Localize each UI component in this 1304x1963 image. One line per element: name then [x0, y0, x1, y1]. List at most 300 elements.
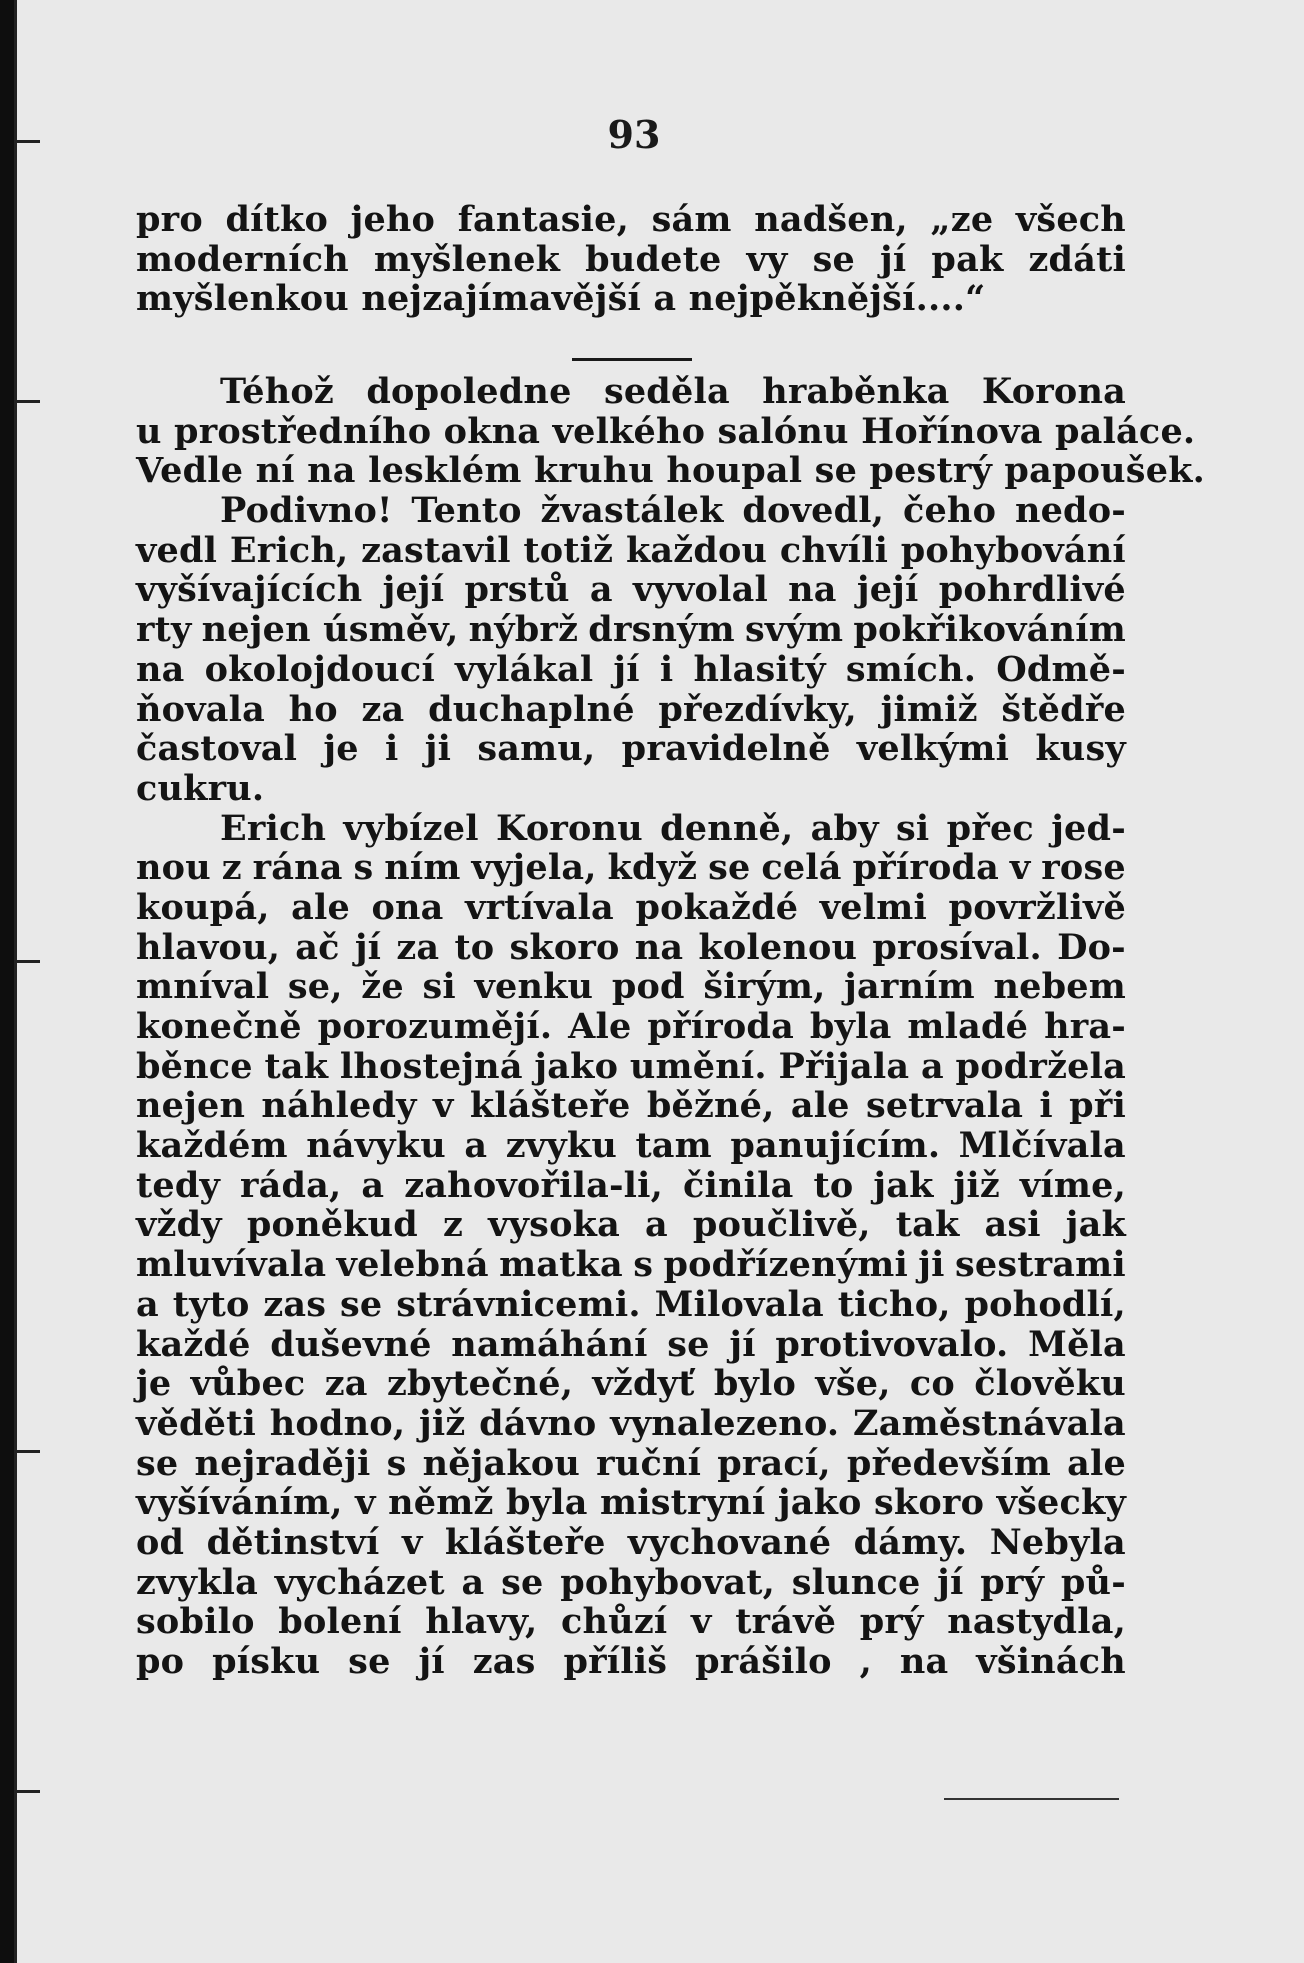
word: si	[895, 807, 930, 849]
word: častoval	[136, 728, 298, 770]
word: ale	[790, 1085, 850, 1127]
word: vylákal	[455, 648, 594, 690]
word: nějakou	[422, 1442, 581, 1484]
word: duševné	[270, 1323, 432, 1365]
word: fantasie,	[457, 199, 629, 240]
word: člověku	[974, 1363, 1126, 1405]
word: ruční	[596, 1442, 702, 1484]
word: vybízel	[343, 807, 479, 849]
word: Zaměstnávala	[853, 1402, 1126, 1444]
text-line	[136, 1086, 1126, 1126]
text-line	[136, 690, 1126, 730]
word: si	[422, 966, 456, 1008]
word: jako	[534, 1045, 619, 1087]
edge-tick	[14, 400, 40, 403]
text-line	[136, 1523, 1126, 1563]
word: dámy.	[853, 1521, 968, 1563]
word: je	[136, 1363, 172, 1405]
word: i	[659, 648, 674, 690]
word: ním	[384, 847, 461, 889]
word: nejen	[136, 1085, 246, 1127]
text-line	[136, 809, 1126, 849]
word: a	[645, 1204, 668, 1246]
word: seděla	[603, 371, 730, 412]
word: širým,	[703, 966, 826, 1008]
word: se	[812, 238, 855, 280]
word: běžné,	[646, 1085, 775, 1127]
word: jed-	[1051, 807, 1126, 849]
section-divider	[572, 358, 692, 361]
word: již	[418, 1402, 466, 1444]
word: povržlivě	[948, 886, 1126, 928]
edge-tick	[14, 1790, 40, 1793]
word: duchaplné	[428, 688, 635, 730]
word: Korona	[981, 371, 1126, 412]
word: denně,	[660, 807, 794, 849]
word: ho	[288, 688, 338, 730]
text-line	[136, 491, 1126, 531]
word: a	[920, 1045, 944, 1087]
word: ji	[424, 728, 452, 770]
word: s	[353, 847, 374, 889]
word: zvykla	[136, 1561, 258, 1603]
word: mluvívala	[136, 1244, 327, 1286]
word: nýbrž	[468, 609, 579, 651]
text-line	[136, 372, 1126, 412]
text-line	[136, 531, 1126, 571]
word: bylo	[713, 1363, 797, 1405]
word: kolenou	[698, 926, 858, 968]
word: na	[788, 569, 837, 611]
word: chůzí	[561, 1601, 668, 1643]
word: běnce	[136, 1045, 253, 1087]
word: to	[813, 1164, 854, 1206]
text-line	[136, 1245, 1126, 1285]
word: Koronu	[495, 807, 643, 849]
text-line	[136, 1602, 1126, 1642]
word: bolení	[278, 1601, 402, 1643]
word: vynalezeno.	[610, 1402, 840, 1444]
word: namáhání	[451, 1323, 648, 1365]
word: hraběnka	[762, 371, 950, 412]
word: se	[136, 1442, 179, 1484]
word: u prostředního okna velkého salónu Hořínova paláce.	[136, 410, 1196, 452]
word: zdáti	[1028, 238, 1126, 280]
word: písku	[212, 1641, 321, 1682]
word: velebná	[336, 1244, 489, 1286]
word: Přijala	[778, 1045, 910, 1087]
word: Erich	[220, 807, 327, 849]
word: pohybování	[900, 529, 1126, 571]
text-line	[136, 1563, 1126, 1603]
footer-underline	[944, 1798, 1119, 1800]
text-line	[136, 610, 1126, 650]
word: v	[1009, 847, 1031, 889]
word: trávě	[735, 1601, 837, 1643]
word: mníval	[136, 966, 270, 1008]
word: samu,	[477, 728, 596, 770]
text-line	[136, 279, 1126, 319]
word: po	[136, 1641, 185, 1682]
word: byla	[506, 1482, 588, 1524]
word: aby	[810, 807, 879, 849]
text-line	[136, 1404, 1126, 1444]
word: na	[136, 648, 185, 690]
word: klášteře	[444, 1521, 606, 1563]
word: a	[361, 1164, 385, 1206]
word: jimiž	[880, 688, 978, 730]
word: mladé	[907, 1006, 1029, 1047]
word: v	[691, 1601, 712, 1643]
word: protivovalo.	[775, 1323, 1009, 1365]
word: a	[464, 1125, 488, 1167]
word: všecky	[996, 1482, 1126, 1524]
word: pohodlí,	[964, 1283, 1126, 1325]
word: slunce	[791, 1561, 921, 1603]
word: „ze	[930, 199, 994, 240]
word: Erich,	[229, 529, 349, 571]
text-line	[136, 729, 1126, 769]
text-line	[136, 1325, 1126, 1365]
word: totiž	[523, 529, 614, 571]
word: v	[355, 1482, 376, 1524]
word: rána	[252, 847, 343, 889]
word: mistryní	[600, 1482, 766, 1524]
word: panujícím.	[730, 1125, 941, 1167]
scan-border	[0, 0, 14, 1963]
word: jí	[418, 1641, 445, 1682]
word: víme,	[1019, 1164, 1126, 1206]
word: pokřikováním	[853, 609, 1126, 651]
word: Měla	[1028, 1323, 1126, 1365]
word: celá	[761, 847, 842, 889]
word: tak	[264, 1045, 329, 1087]
word: ona	[371, 886, 444, 928]
word: a	[589, 569, 613, 611]
word: Tento	[411, 490, 522, 532]
word: pravidelně	[621, 728, 831, 770]
word: vůbec	[190, 1363, 306, 1405]
word: pohybovat,	[560, 1561, 776, 1603]
text-line	[136, 650, 1126, 690]
word: podržela	[955, 1045, 1126, 1087]
word: ale	[291, 886, 350, 928]
word: všech	[1015, 199, 1126, 240]
word: hlavou,	[136, 926, 281, 968]
word: jí	[354, 926, 382, 968]
word: vyvolal	[632, 569, 768, 611]
word: pokaždé	[635, 886, 799, 928]
word: Téhož	[220, 371, 334, 412]
word: jarním	[844, 966, 975, 1008]
word: se,	[287, 966, 343, 1008]
word: sám	[651, 199, 732, 240]
word: Milovala	[654, 1283, 824, 1325]
text-line	[136, 570, 1126, 610]
word: tak	[895, 1204, 960, 1246]
word: Nebyla	[989, 1521, 1126, 1563]
word: z	[221, 847, 242, 889]
word: pak	[931, 238, 1004, 280]
page-edge-line	[14, 0, 17, 1963]
word: strávnicemi.	[396, 1283, 641, 1325]
word: každou	[625, 529, 768, 571]
word: každé	[136, 1323, 251, 1365]
word: zahovořila-li,	[404, 1164, 664, 1206]
word: prací,	[717, 1442, 831, 1484]
word: pro	[136, 199, 203, 240]
word: matka	[499, 1244, 623, 1286]
word: prý	[859, 1601, 924, 1643]
word: vycházet	[274, 1561, 445, 1603]
word: jako	[777, 1482, 862, 1524]
word: rose	[1041, 847, 1126, 889]
word: velmi	[819, 886, 927, 928]
word: příliš	[563, 1641, 668, 1682]
word: při	[1069, 1085, 1126, 1127]
word: se	[708, 847, 751, 889]
word: dopoledne	[366, 371, 572, 412]
book-page	[14, 0, 1304, 1963]
word: všinách	[976, 1641, 1126, 1682]
text-line	[136, 1126, 1126, 1166]
text-line	[136, 1642, 1126, 1682]
word: Odmě-	[996, 648, 1126, 690]
word: dítko	[225, 199, 328, 240]
text-line	[136, 769, 1126, 809]
word: ,	[859, 1641, 872, 1682]
word: za	[324, 1363, 368, 1405]
word: vedl	[136, 529, 218, 571]
word: se	[348, 1641, 391, 1682]
word: vyjela,	[471, 847, 597, 889]
text-line	[136, 1364, 1126, 1404]
word: smích.	[845, 648, 977, 690]
word: ráda,	[239, 1164, 342, 1206]
word: a	[136, 1283, 159, 1325]
word: každém	[136, 1125, 288, 1167]
word: sobilo	[136, 1601, 255, 1643]
word: nou	[136, 847, 211, 889]
word: hlavy,	[425, 1601, 538, 1643]
word: prstů	[464, 569, 570, 611]
word: náhledy	[261, 1085, 417, 1127]
word: se	[340, 1283, 383, 1325]
word: vy	[746, 238, 788, 280]
word: s	[386, 1442, 407, 1484]
word: svým	[745, 609, 844, 651]
edge-tick	[14, 1450, 40, 1453]
word: Do-	[1057, 926, 1126, 968]
text-line	[136, 1285, 1126, 1325]
word: je	[323, 728, 359, 770]
word: Ale	[568, 1006, 632, 1047]
word: dovedl,	[742, 490, 885, 532]
word: chvíli	[779, 529, 889, 571]
word: jeho	[350, 199, 436, 240]
word: přezdívky,	[658, 688, 857, 730]
word: příroda	[852, 847, 1000, 889]
word: návyku	[306, 1125, 446, 1167]
paragraph-continuation	[136, 200, 1126, 319]
word: jak	[1065, 1204, 1126, 1246]
text-line	[136, 1007, 1126, 1047]
word: s	[633, 1244, 654, 1286]
word: nastydla,	[947, 1601, 1126, 1643]
word: prý	[980, 1561, 1045, 1603]
word: zas	[472, 1641, 536, 1682]
text-line	[136, 1166, 1126, 1206]
word: vždyť	[592, 1363, 695, 1405]
word: když	[607, 847, 698, 889]
word: jí	[937, 1561, 964, 1603]
word: jí	[880, 238, 907, 280]
paragraph-section	[136, 371, 1206, 1682]
word: ji	[918, 1244, 945, 1286]
word: dávno	[479, 1402, 597, 1444]
word: Mlčívala	[958, 1125, 1126, 1167]
word: věděti	[136, 1402, 257, 1444]
word: zvyku	[505, 1125, 617, 1167]
word: nejraději	[194, 1442, 371, 1484]
word: prášilo	[695, 1641, 832, 1682]
word: vždy	[136, 1204, 222, 1246]
word: již	[953, 1164, 1000, 1206]
text-line	[136, 200, 1126, 240]
word: vysoka	[488, 1204, 620, 1246]
text-line	[136, 450, 1206, 492]
text-line	[136, 1205, 1126, 1245]
word: drsným	[588, 609, 735, 651]
word: poučlivě,	[692, 1204, 871, 1246]
word: na	[634, 926, 684, 968]
word: ač	[295, 926, 340, 968]
word: to	[454, 926, 495, 968]
word: podřízenými	[663, 1244, 908, 1286]
word: Vedle ní na lesklém kruhu houpal se pestrý papoušek.	[136, 450, 1206, 492]
word: štědře	[1001, 688, 1126, 730]
word: činila	[683, 1164, 794, 1206]
word: čeho	[902, 490, 997, 532]
word: byla	[809, 1006, 892, 1047]
word: prosíval.	[872, 926, 1042, 968]
word: rty	[136, 609, 192, 651]
word: skoro	[509, 926, 620, 968]
word: tedy	[136, 1164, 221, 1206]
word: z	[443, 1204, 464, 1246]
word: jí	[729, 1323, 756, 1365]
word: cukru.	[136, 767, 265, 809]
word: že	[361, 966, 404, 1008]
word: příroda	[647, 1006, 794, 1047]
word: venku	[474, 966, 594, 1008]
word: ale	[1067, 1442, 1126, 1484]
word: pod	[611, 966, 685, 1008]
word: vychované	[627, 1521, 832, 1563]
word: její	[382, 569, 445, 611]
text-line	[136, 240, 1126, 280]
word: vyšíváním,	[136, 1482, 343, 1524]
edge-tick	[14, 960, 40, 963]
word: myšlenkou nejzajímavější a nejpěknější....“	[136, 278, 986, 320]
word: nebem	[993, 966, 1126, 1008]
word: setrvala	[865, 1085, 1024, 1127]
word: sestrami	[955, 1244, 1126, 1286]
word: jí	[613, 648, 640, 690]
word: velkými	[856, 728, 1010, 770]
word: moderních	[136, 238, 349, 280]
word: v	[401, 1521, 423, 1563]
word: za	[396, 926, 440, 968]
word: ňovala	[136, 688, 265, 730]
word: němž	[388, 1482, 494, 1524]
text-line	[136, 1444, 1126, 1484]
word: za	[361, 688, 405, 730]
word: porozumějí.	[317, 1006, 553, 1047]
word: umění.	[629, 1045, 767, 1087]
word: tyto	[172, 1283, 250, 1325]
text-line	[136, 928, 1126, 968]
word: konečně	[136, 1006, 302, 1047]
word: její	[856, 569, 919, 611]
text-line	[136, 410, 1196, 452]
word: žvastálek	[540, 490, 724, 532]
word: tam	[635, 1125, 712, 1167]
word: koupá,	[136, 886, 270, 928]
word: asi	[984, 1204, 1041, 1246]
word: lhostejná	[339, 1045, 523, 1087]
word: zbytečné,	[386, 1363, 574, 1405]
word: v	[433, 1085, 454, 1127]
word: nedo-	[1014, 490, 1126, 532]
word: a	[461, 1561, 485, 1603]
word: Podivno!	[220, 490, 393, 532]
word: hra-	[1044, 1006, 1126, 1047]
word: vše,	[815, 1363, 891, 1405]
word: myšlenek	[373, 238, 561, 280]
word: hodno,	[269, 1402, 406, 1444]
word: se	[501, 1561, 544, 1603]
word: nadšen,	[754, 199, 908, 240]
word: pů-	[1060, 1561, 1126, 1603]
text-line	[136, 1483, 1126, 1523]
edge-tick	[14, 140, 40, 143]
word: budete	[585, 238, 722, 280]
word: přec	[946, 807, 1034, 849]
word: zas	[263, 1283, 327, 1325]
text-line	[136, 967, 1126, 1007]
text-line	[136, 848, 1126, 888]
text-line	[136, 888, 1126, 928]
word: poněkud	[246, 1204, 418, 1246]
word: i	[384, 728, 399, 770]
word: kusy	[1035, 728, 1126, 770]
word: ticho,	[837, 1283, 951, 1325]
word: klášteře	[469, 1085, 631, 1127]
word: skoro	[874, 1482, 985, 1524]
text-line	[136, 1047, 1126, 1087]
word: se	[667, 1323, 710, 1365]
word: zastavil	[361, 529, 511, 571]
word: hlasitý	[693, 648, 826, 690]
word: především	[846, 1442, 1051, 1484]
word: co	[909, 1363, 955, 1405]
word: nejen úsměv,	[201, 609, 459, 651]
word: dětinství	[206, 1521, 380, 1563]
word: vrtívala	[465, 886, 614, 928]
word: okolojdoucí	[204, 648, 435, 690]
word: jak	[873, 1164, 934, 1206]
